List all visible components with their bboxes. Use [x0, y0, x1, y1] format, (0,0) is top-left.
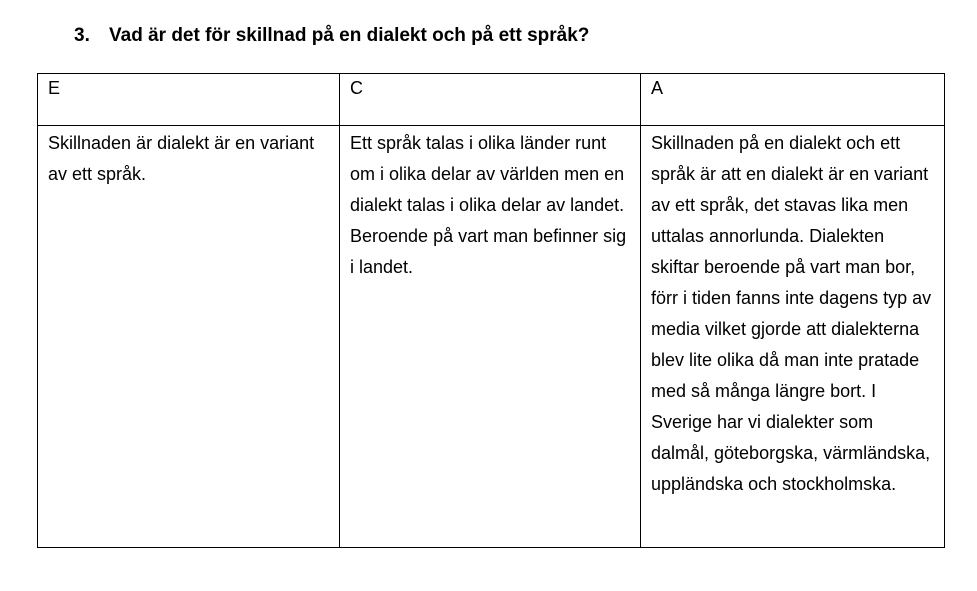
table-header-row — [38, 74, 945, 126]
answer-cell-c: Ett språk talas i olika länder runt om i olika delar av världen men en dialekt talas i olika delar av landet. Beroende på vart man befinner sig i landet. — [340, 126, 641, 548]
question-heading — [74, 24, 589, 48]
header-grade-e: E — [38, 74, 340, 126]
table-row — [38, 126, 945, 548]
answer-cell-a: Skillnaden på en dialekt och ett språk är att en dialekt är en variant av ett språk, det stavas lika men uttalas annorlunda. Dialekten skiftar beroende på vart man bor, förr i tiden fanns inte dagens typ av media vilket gjorde att dialekterna blev lite olika då man inte pratade med så många längre bort. I Sverige har vi dialekter som dalmål, göteborgska, värmländska, uppländska och stockholmska. — [641, 126, 945, 548]
header-grade-a: A — [641, 74, 945, 126]
answer-cell-e: Skillnaden är dialekt är en variant av ett språk. — [38, 126, 340, 548]
header-grade-c: C — [340, 74, 641, 126]
question-number: 3. — [74, 25, 90, 46]
answer-table — [37, 73, 945, 548]
question-text: Vad är det för skillnad på en dialekt och på ett språk? — [109, 25, 590, 46]
